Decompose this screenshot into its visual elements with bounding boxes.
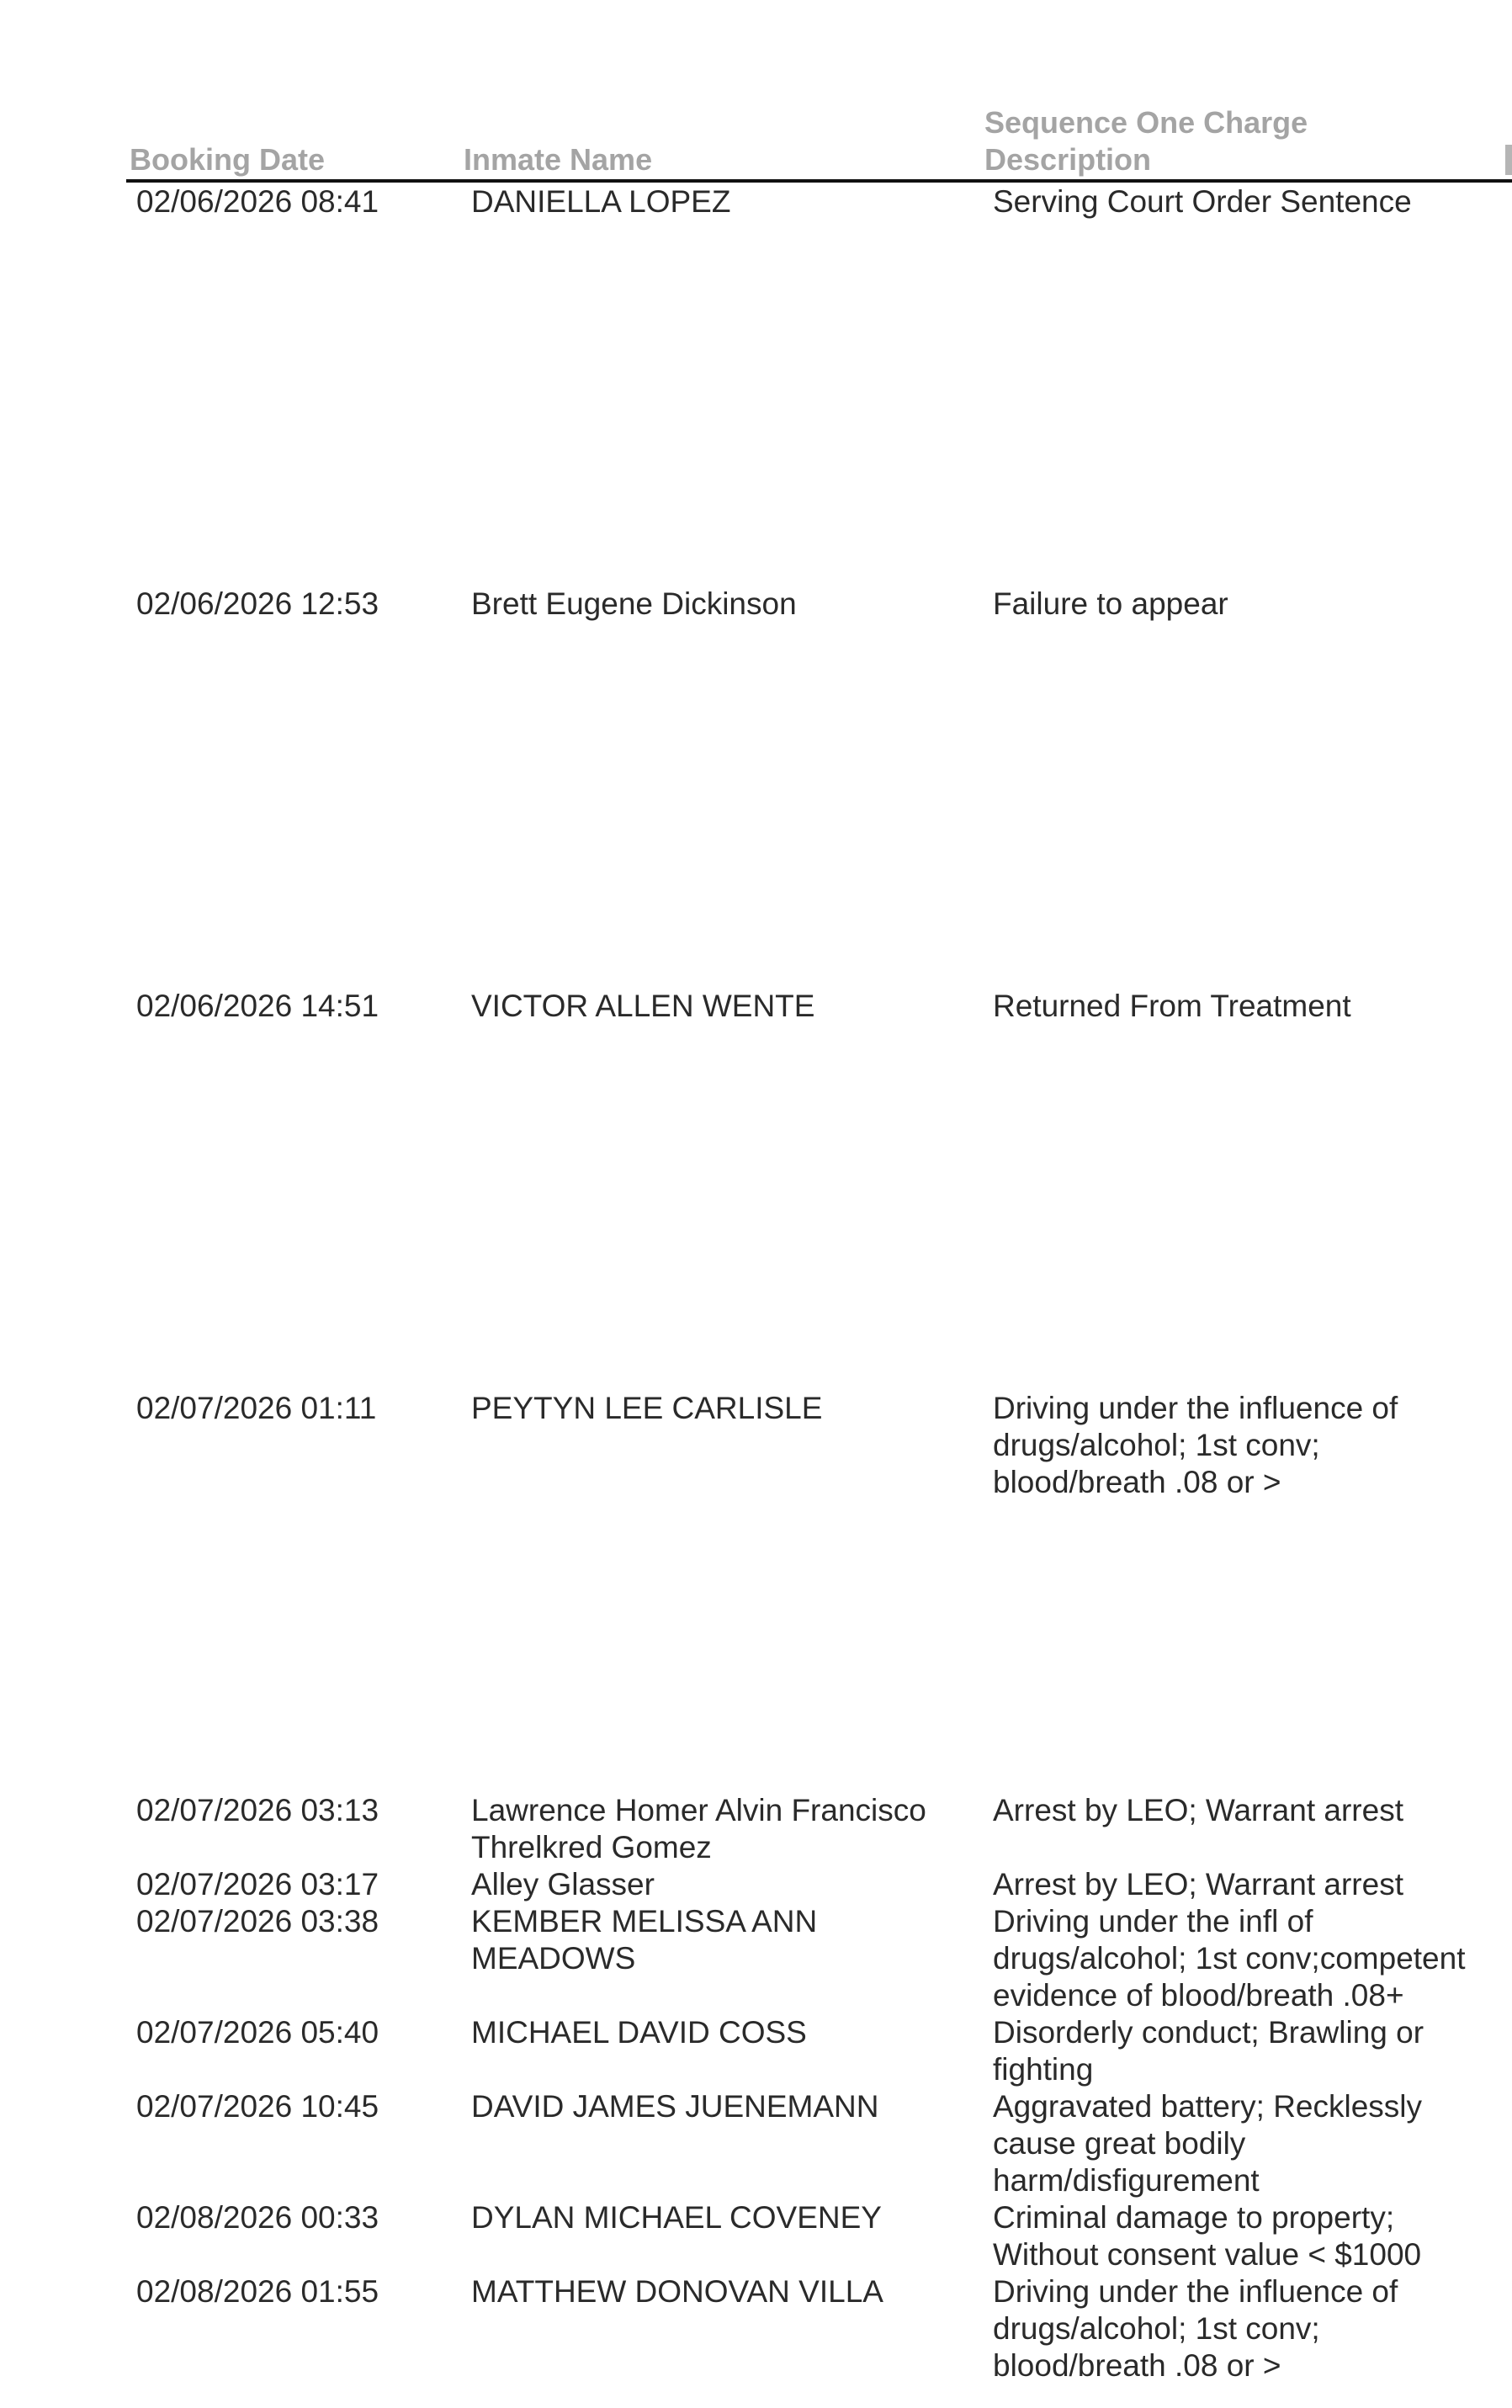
row-inmate-name: DAVID JAMES JUENEMANN — [471, 2089, 879, 2124]
row-booking-date: 02/08/2026 01:55 — [136, 2274, 379, 2309]
row-charge-description: cause great bodily — [993, 2126, 1246, 2161]
row-booking-date: 02/07/2026 03:17 — [136, 1867, 379, 1901]
row-charge-description: Returned From Treatment — [993, 989, 1351, 1023]
row-charge-description: drugs/alcohol; 1st conv;competent — [993, 1941, 1466, 1976]
row-charge-description: drugs/alcohol; 1st conv; — [993, 1428, 1320, 1462]
row-charge-description: Disorderly conduct; Brawling or — [993, 2015, 1424, 2050]
truncated-column-header — [1505, 145, 1512, 175]
row-charge-description: blood/breath .08 or > — [993, 2348, 1281, 2383]
row-booking-date: 02/08/2026 00:33 — [136, 2200, 379, 2235]
row-booking-date: 02/07/2026 03:38 — [136, 1904, 379, 1939]
row-booking-date: 02/06/2026 08:41 — [136, 184, 379, 219]
row-charge-description: fighting — [993, 2052, 1094, 2087]
header-divider — [126, 179, 1512, 183]
row-inmate-name: Alley Glasser — [471, 1867, 655, 1901]
row-charge-description: harm/disfigurement — [993, 2163, 1260, 2198]
row-inmate-name: Brett Eugene Dickinson — [471, 586, 797, 621]
row-inmate-name: VICTOR ALLEN WENTE — [471, 989, 815, 1023]
row-inmate-name: PEYTYN LEE CARLISLE — [471, 1391, 823, 1425]
row-inmate-name: MICHAEL DAVID COSS — [471, 2015, 807, 2050]
row-charge-description: Aggravated battery; Recklessly — [993, 2089, 1423, 2124]
row-charge-description: drugs/alcohol; 1st conv; — [993, 2311, 1320, 2346]
row-inmate-name: Threlkred Gomez — [471, 1830, 712, 1864]
row-inmate-name: MEADOWS — [471, 1941, 636, 1976]
row-inmate-name: MATTHEW DONOVAN VILLA — [471, 2274, 883, 2309]
header-inmate-name: Inmate Name — [464, 142, 653, 177]
row-charge-description: evidence of blood/breath .08+ — [993, 1978, 1404, 2013]
row-inmate-name: KEMBER MELISSA ANN — [471, 1904, 818, 1939]
header-booking-date: Booking Date — [130, 142, 326, 177]
row-booking-date: 02/07/2026 01:11 — [136, 1391, 377, 1425]
header-charge-description-line2: Description — [984, 142, 1152, 177]
row-booking-date: 02/07/2026 05:40 — [136, 2015, 379, 2050]
row-charge-description: Criminal damage to property; — [993, 2200, 1395, 2235]
row-charge-description: blood/breath .08 or > — [993, 1465, 1281, 1499]
row-charge-description: Driving under the influence of — [993, 2274, 1398, 2309]
row-inmate-name: DYLAN MICHAEL COVENEY — [471, 2200, 882, 2235]
row-charge-description: Driving under the influence of — [993, 1391, 1398, 1425]
row-charge-description: Serving Court Order Sentence — [993, 184, 1412, 219]
row-booking-date: 02/06/2026 14:51 — [136, 989, 379, 1023]
row-charge-description: Without consent value < $1000 — [993, 2237, 1422, 2272]
row-charge-description: Driving under the infl of — [993, 1904, 1313, 1939]
row-booking-date: 02/07/2026 03:13 — [136, 1793, 379, 1827]
row-charge-description: Arrest by LEO; Warrant arrest — [993, 1793, 1403, 1827]
row-booking-date: 02/06/2026 12:53 — [136, 586, 379, 621]
row-inmate-name: DANIELLA LOPEZ — [471, 184, 731, 219]
row-charge-description: Arrest by LEO; Warrant arrest — [993, 1867, 1403, 1901]
header-charge-description-line1: Sequence One Charge — [984, 105, 1308, 140]
row-booking-date: 02/07/2026 10:45 — [136, 2089, 379, 2124]
row-charge-description: Failure to appear — [993, 586, 1228, 621]
row-inmate-name: Lawrence Homer Alvin Francisco — [471, 1793, 926, 1827]
